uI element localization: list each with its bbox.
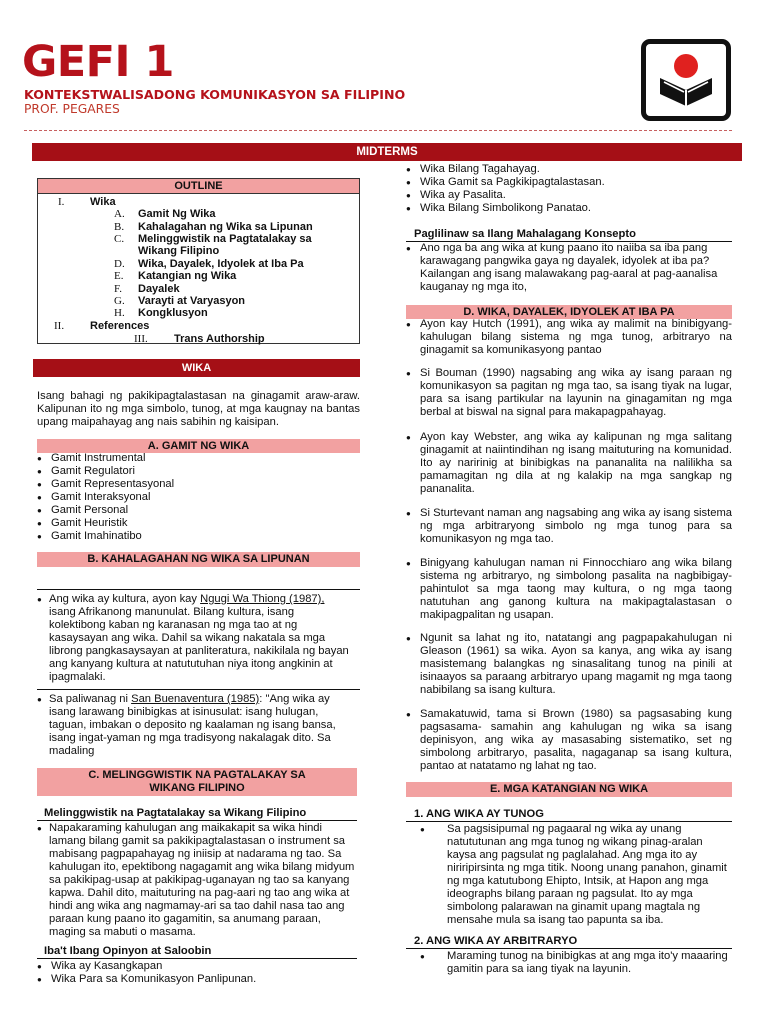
katangian-sub1-paragraph: [420, 823, 732, 926]
bullet-icon: ●: [406, 244, 411, 253]
kahalagahan-heading: B. KAHALAGAHAN NG WIKA SA LIPUNAN: [37, 552, 360, 567]
list-item: ● Wika Bilang Simbolikong Panatao.: [406, 202, 736, 215]
list-item: ● Wika Bilang Tagahayag.: [406, 163, 736, 176]
paragraph-text: Binigyang kahulugan naman ni Finnocchiaro ang wika bilang sistema ng arbitraryo, ng simbolong pasalita na nagbibigay-pahintulot sa mga taong may kultura, o ng mga taong natutuhan ang ganong kultura na makipagtalastasan o makipagpalitan ng usapan.: [420, 557, 732, 621]
list-item: ● Wika Para sa Komunikasyon Panlipunan.: [37, 973, 357, 986]
paragraph-text: Samakatuwid, tama si Brown (1980) sa pagsasabing kung pagsasama- samahin ang kahulugan ng wika sa isang depinisyon, ang wika ay masasabing sistematiko, set ng simbolong arbitraryo, pasalita, nagaganap sa isang kultura, pantao at natatamo ng lahat ng tao.: [420, 708, 732, 772]
paragraph-text: Ayon kay Webster, ang wika ay kalipunan ng mga salitang ginagamit at naiintindihan ng isang maituturing na komunidad. Ito ay naririnig at binibigkas na pananalita na nalilikha sa pamamagitan ng dila at ng kalakip na mga sangkap ng pananalita.: [420, 431, 732, 495]
author-citation: San Buenaventura (1985): [131, 693, 260, 705]
dayalek-item: [406, 507, 732, 547]
open-book-with-red-dot-logo-icon: [646, 44, 726, 116]
dayalek-item: [406, 367, 732, 419]
katangian-heading: E. MGA KATANGIAN NG WIKA: [406, 782, 732, 797]
list-item: ● Gamit Regulatori: [37, 465, 357, 478]
list-item: ● Gamit Interaksyonal: [37, 491, 357, 504]
paragraph-text: Sa paliwanag ni San Buenaventura (1985): "Ang wika ay isang larawang binibigkas at isinusulat: isang hulugan, taguan, imbakan o deposito ng kaalaman ng isang bansa, isang ingat-yaman ng mga tradisyong nakalagak dito. Sa madaling: [49, 693, 336, 757]
dayalek-item: [406, 708, 732, 773]
katangian-sub1-heading: 1. ANG WIKA AY TUNOG: [406, 807, 732, 822]
dayalek-item: [406, 318, 732, 358]
katangian-sub2-heading: 2. ANG WIKA AY ARBITRARYO: [406, 934, 732, 949]
list-item: ● Gamit Instrumental: [37, 452, 357, 465]
paragraph-text: Ayon kay Hutch (1991), ang wika ay malimit na binibigyang-kahulugan bilang sistema ng mga tunog, arbitraryo na ginagamit sa komunikasyong pantao: [420, 318, 732, 356]
paragraph-text: Napakaraming kahulugan ang maikakapit sa wika hindi lamang bilang gamit sa pakikipagtalastasan o instrument sa mabisang pagpapahayag ng iniisip at nadarama ng tao. Sa kahulugan ito, epektibong nagagamit ang wika bilang midyum sa pakikipag-usap at pakikipag-uganayan ng tao sa kanyang kapwa. Dahil dito, maituturing na pag-aari ng tao ang wika at hindi ang wika ang nagmamay-ari sa tao dahil nasa tao ang paraan kung paano ito gagamitin, sa anumang paraan, maging sa mabuti o masama.: [49, 822, 355, 938]
paragraph-text: Maraming tunog na binibigkas at ang mga ito'y maaaring gamitin para sa iang tiyak na layunin.: [447, 950, 728, 975]
melinggwistik-subheading: Melinggwistik na Pagtatalakay sa Wikang Filipino: [37, 806, 357, 821]
wika-definition: Isang bahagi ng pakikipagtalastasan na ginagamit araw-araw. Kalipunan ito ng mga simbolo, tunog, at mga kaugnay na bantas upang maipahayag ang nais sabihin ng kaisipan.: [37, 390, 360, 428]
kahalagahan-paragraph-2: [37, 693, 360, 758]
dayalek-item: [406, 632, 732, 697]
bullet-icon: ●: [406, 320, 411, 329]
wika-heading: WIKA: [33, 359, 360, 377]
section-divider: [37, 689, 360, 690]
paragraph-text: Ano nga ba ang wika at kung paano ito naiiba sa iba pang karawagang pangwika gaya ng dayalek, idyolek at iba pa? Kailangan ang isang malawakang pag-aaral at pag-aanalisa kauganay ng mga ito,: [420, 242, 718, 293]
course-subtitle: KONTEKSTWALISADONG KOMUNIKASYON SA FILIPINO: [24, 87, 406, 102]
dayalek-item: [406, 557, 732, 622]
list-item: ● Gamit Personal: [37, 504, 357, 517]
melinggwistik-heading: C. MELINGGWISTIK NA PAGTALAKAY SA WIKANG FILIPINO: [37, 768, 357, 796]
bullet-icon: ●: [406, 559, 411, 568]
bullet-icon: ●: [406, 369, 411, 378]
professor-name: PROF. PEGARES: [24, 102, 120, 116]
list-item: ● Wika ay Kasangkapan: [37, 960, 357, 973]
list-item: ● Wika ay Pasalita.: [406, 189, 736, 202]
gamit-list: [37, 452, 357, 543]
bullet-icon: ●: [37, 824, 42, 833]
melinggwistik-paragraph: [37, 822, 360, 937]
midterms-banner: MIDTERMS: [32, 143, 742, 161]
author-citation: Ngugi Wa Thiong (1987),: [200, 593, 325, 605]
kahalagahan-paragraph-1: [37, 593, 360, 683]
bullet-icon: ●: [420, 952, 425, 961]
opinyon-list-right: [406, 163, 736, 215]
header-divider: [24, 130, 732, 131]
bullet-icon: ●: [37, 595, 42, 604]
paragraph-text: Si Bouman (1990) nagsabing ang wika ay isang paraan ng komunikasyon sa pagitan ng mga tao, sa isang tiyak na lugar, para sa isang partikular na layunin na ginagamitan ng mga berbal at biswal na signal para makapagpahayag.: [420, 367, 732, 418]
opinyon-list-left: [37, 960, 357, 986]
list-item: ● Gamit Heuristik: [37, 517, 357, 530]
paragraph-text: Si Sturtevant naman ang nagsabing ang wika ay isang sistema ng mga arbitraryong simbolo ng mga tunog para sa komunikasyon ng mga tao.: [420, 507, 732, 545]
bullet-icon: ●: [37, 695, 42, 704]
konsepto-paragraph: [406, 242, 732, 294]
bullet-icon: ●: [406, 433, 411, 442]
dayalek-item: [406, 431, 732, 496]
outline-box: OUTLINE I. Wika A. Gamit Ng Wika B. Kahalagahan ng Wika sa Lipunan C. Melinggwistik na Pagtatalakay sa Wikang Filipino D. Wika, Dayalek, Idyolek at Iba Pa E. Katangian ng Wika F. Dayalek G. Varayti at Varyasyon H. Kongklusyon II. References III. Trans Authorship: [37, 178, 360, 344]
list-item: ● Gamit Representasyonal: [37, 478, 357, 491]
bullet-icon: ●: [406, 634, 411, 643]
dayalek-heading: D. WIKA, DAYALEK, IDYOLEK AT IBA PA: [406, 305, 732, 319]
konsepto-heading: Paglilinaw sa Ilang Mahalagang Konsepto: [406, 227, 732, 242]
paragraph-text: Ngunit sa lahat ng ito, natatangi ang pagpapakahulugan ni Gleason (1961) sa wika. Ayon sa kanya, ang wika ay isang masistemang balangkas ng sinasalitang tunog na pinili at isinaayos sa paraang arbitraryo upang magamit ng mga taong nabibilang sa isang kultura.: [420, 632, 732, 696]
gamit-heading: A. GAMIT NG WIKA: [37, 439, 360, 453]
list-item: ● Wika Gamit sa Pagkikipagtalastasan.: [406, 176, 736, 189]
section-divider: [37, 589, 360, 590]
paragraph-text: Sa pagsisipumal ng pagaaral ng wika ay unang natututunan ang mga tunog ng wikang pinag-aralan kaysa ang pagsulat ng paglalahad. Ang mga ito ay niriripirsinta ng mga titik. Noong unang panahon, ginamit ng mga katutubong Ehipto, Intsik, at Hapon ang mga ideographs bilang paraan ng pagsulat. Ito ay mga simbolong palarawan na ginamit upang magtala ng mensahe mula sa isang tao papunta sa iba.: [447, 823, 727, 926]
outline-heading: OUTLINE: [38, 179, 359, 194]
katangian-sub2-paragraph: [420, 950, 732, 980]
bullet-icon: ●: [420, 825, 425, 834]
course-title: GEFI 1: [22, 37, 174, 87]
bullet-icon: ●: [406, 710, 411, 719]
opinyon-heading: Iba't Ibang Opinyon at Saloobin: [37, 944, 357, 959]
bullet-icon: ●: [406, 509, 411, 518]
paragraph-text: Ang wika ay kultura, ayon kay Ngugi Wa Thiong (1987), isang Afrikanong manunulat. Bilang kultura, isang kolektibong kaban ng karanasan ng mga tao at ng kasaysayan ang wika. Dahil sa wikang nakatala sa mga librong pangkasaysayan at panliteratura, nakikilala ng bayan ang kanyang kultura at natututuhan niya itong angkinin at ipagmalaki.: [49, 593, 349, 683]
list-item: ● Gamit Imahinatibo: [37, 530, 357, 543]
logo: [641, 39, 731, 121]
